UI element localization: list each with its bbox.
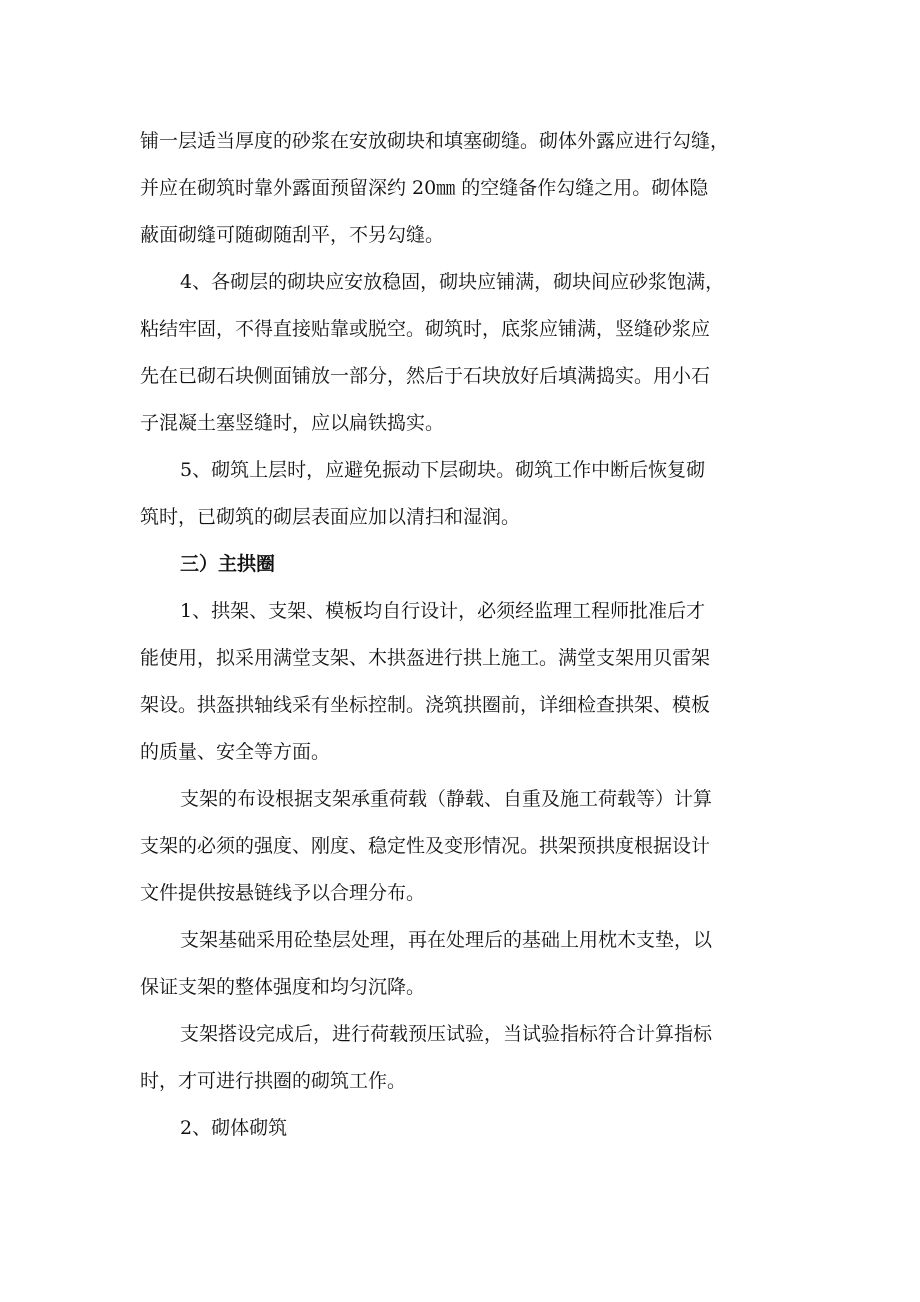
text-line: 能使用，拟采用满堂支架、木拱盔进行拱上施工。满堂支架用贝雷架 bbox=[140, 647, 711, 669]
document-body bbox=[140, 118, 785, 1152]
text-line: 1、拱架、支架、模板均自行设计，必须经监理工程师批准后才 bbox=[180, 600, 706, 622]
text-line: 2、砌体砌筑 bbox=[180, 1117, 288, 1139]
text-line: 支架的布设根据支架承重荷载（静载、自重及施工荷载等）计算 bbox=[180, 788, 713, 810]
text-line: 支架搭设完成后，进行荷载预压试验，当试验指标符合计算指标 bbox=[180, 1023, 713, 1045]
section-heading-main-arch bbox=[140, 541, 785, 588]
text-line: 粘结牢固，不得直接贴靠或脱空。砌筑时，底浆应铺满，竖缝砂浆应 bbox=[140, 318, 711, 340]
text-line: 先在已砌石块侧面铺放一部分，然后于石块放好后填满捣实。用小石 bbox=[140, 365, 711, 387]
text-line: 铺一层适当厚度的砂浆在安放砌块和填塞砌缝。砌体外露应进行勾缝， bbox=[140, 130, 730, 152]
text-line: 子混凝土塞竖缝时，应以扁铁捣实。 bbox=[140, 412, 445, 434]
text-line: 架设。拱盔拱轴线采有坐标控制。浇筑拱圈前，详细检查拱架、模板 bbox=[140, 694, 711, 716]
text-line: 蔽面砌缝可随砌随刮平，不另勾缝。 bbox=[140, 224, 445, 246]
text-line: 筑时，已砌筑的砌层表面应加以清扫和湿润。 bbox=[140, 506, 521, 528]
text-line: 支架基础采用砼垫层处理，再在处理后的基础上用枕木支垫，以 bbox=[180, 929, 713, 951]
text-line: 时，才可进行拱圈的砌筑工作。 bbox=[140, 1070, 407, 1092]
text-line: 文件提供按悬链线予以合理分布。 bbox=[140, 882, 426, 904]
paragraph-mortar-joints bbox=[140, 118, 785, 259]
paragraph-item-4 bbox=[140, 259, 785, 447]
text-line: 保证支架的整体强度和均匀沉降。 bbox=[140, 976, 426, 998]
text-line: 5、砌筑上层时，应避免振动下层砌块。砌筑工作中断后恢复砌 bbox=[180, 459, 706, 481]
section-heading: 三）主拱圈 bbox=[180, 553, 276, 575]
paragraph-preload-test bbox=[140, 1011, 785, 1105]
paragraph-arch-item-1 bbox=[140, 588, 785, 776]
text-line: 支架的必须的强度、刚度、稳定性及变形情况。拱架预拱度根据设计 bbox=[140, 835, 711, 857]
paragraph-item-5 bbox=[140, 447, 785, 541]
paragraph-support-layout bbox=[140, 776, 785, 917]
text-line: 并应在砌筑时靠外露面预留深约 20㎜ 的空缝备作勾缝之用。砌体隐 bbox=[140, 177, 709, 199]
text-line: 4、各砌层的砌块应安放稳固，砌块应铺满，砌块间应砂浆饱满， bbox=[180, 271, 725, 293]
text-line: 的质量、安全等方面。 bbox=[140, 741, 331, 763]
paragraph-arch-item-2 bbox=[140, 1105, 785, 1152]
paragraph-support-foundation bbox=[140, 917, 785, 1011]
